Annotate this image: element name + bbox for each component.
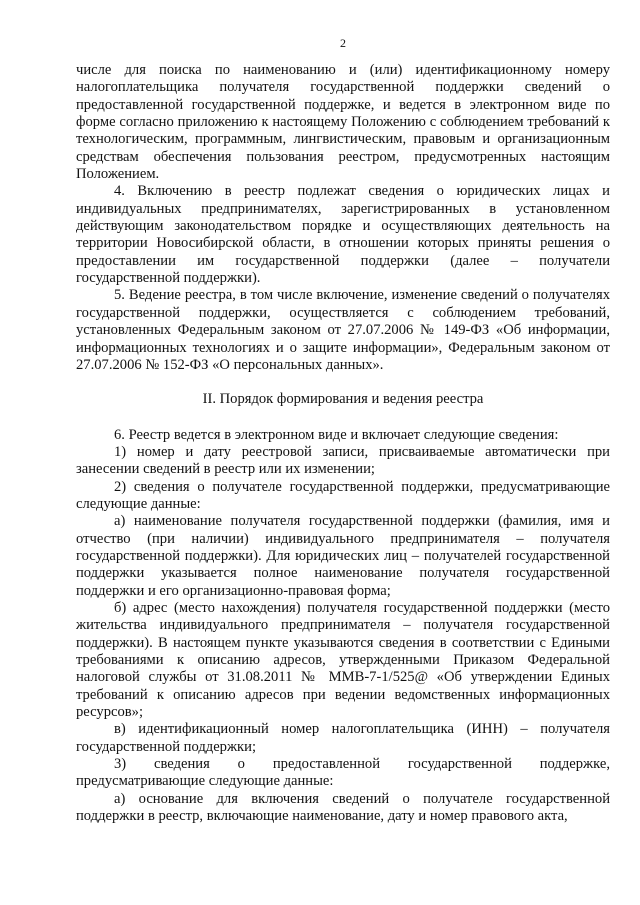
document-page [76, 36, 610, 825]
page-number: 2 [340, 36, 346, 50]
paragraph-subitem-2: 2) сведения о получателе государственной поддержки, предусматривающие следующие данные: [76, 478, 610, 512]
paragraph-subitem-2a: а) наименование получателя государственной поддержки (фамилия, имя и отчество (при наличии) индивидуального предпринимателя – получателя государственной поддержки). Для юридических лиц – получателей государственной поддержки указывается полное наименование получателя государственной поддержки и его организационно-правовая форма; [76, 513, 610, 599]
paragraph-item-4: 4. Включению в реестр подлежат сведения о юридических лицах и индивидуальных предпринимателях, зарегистрированных в установленном действующим законодательством порядке и осуществляющих деятельность на территории Новосибирской области, в отношении которых приняты решения о предоставлении им государственной поддержки (далее – получатели государственной поддержки). [76, 183, 610, 287]
paragraph-subitem-3: 3) сведения о предоставленной государственной поддержке, предусматривающие следующие данные: [76, 756, 610, 790]
paragraph-item-5: 5. Ведение реестра, в том числе включение, изменение сведений о получателях государственной поддержки, осуществляется с соблюдением требований, установленных Федеральным законом от 27.07.2006 № 149-ФЗ «Об информации, информационных технологиях и о защите информации», Федеральным законом от 27.07.2006 № 152-ФЗ «О персональных данных». [76, 287, 610, 373]
paragraph-subitem-2b: б) адрес (место нахождения) получателя государственной поддержки (место жительства индивидуального предпринимателя – получателя государственной поддержки). В настоящем пункте указываются сведения в соответствии с Едиными требованиями к описанию адресов, утвержденными Приказом Федеральной налоговой службы от 31.08.2011 № ММВ-7-1/525@ «Об утверждении Единых требований к описанию адресов при ведении ведомственных информационных ресурсов»; [76, 599, 610, 721]
paragraph-subitem-1: 1) номер и дату реестровой записи, присваиваемые автоматически при занесении сведений в реестр или их изменении; [76, 443, 610, 478]
paragraph-continuation: числе для поиска по наименованию и (или) идентификационному номеру налогоплательщика получателя государственной поддержки сведений о предоставленной государственной поддержке, и ведется в электронном виде по форме согласно приложению к настоящему Положению с соблюдением требований к технологическим, программным, лингвистическим, правовым и организационным средствам обеспечения пользования реестром, предусмотренных настоящим Положением. [76, 62, 610, 183]
section-title: II. Порядок формирования и ведения реестра [202, 391, 484, 408]
paragraph-subitem-3a: а) основание для включения сведений о получателе государственной поддержки в реестр, включающие наименование, дату и номер правового акта, [76, 790, 610, 825]
paragraph-item-6: 6. Реестр ведется в электронном виде и включает следующие сведения: [114, 426, 559, 443]
paragraph-subitem-2v: в) идентификационный номер налогоплательщика (ИНН) – получателя государственной поддержки; [76, 721, 610, 755]
